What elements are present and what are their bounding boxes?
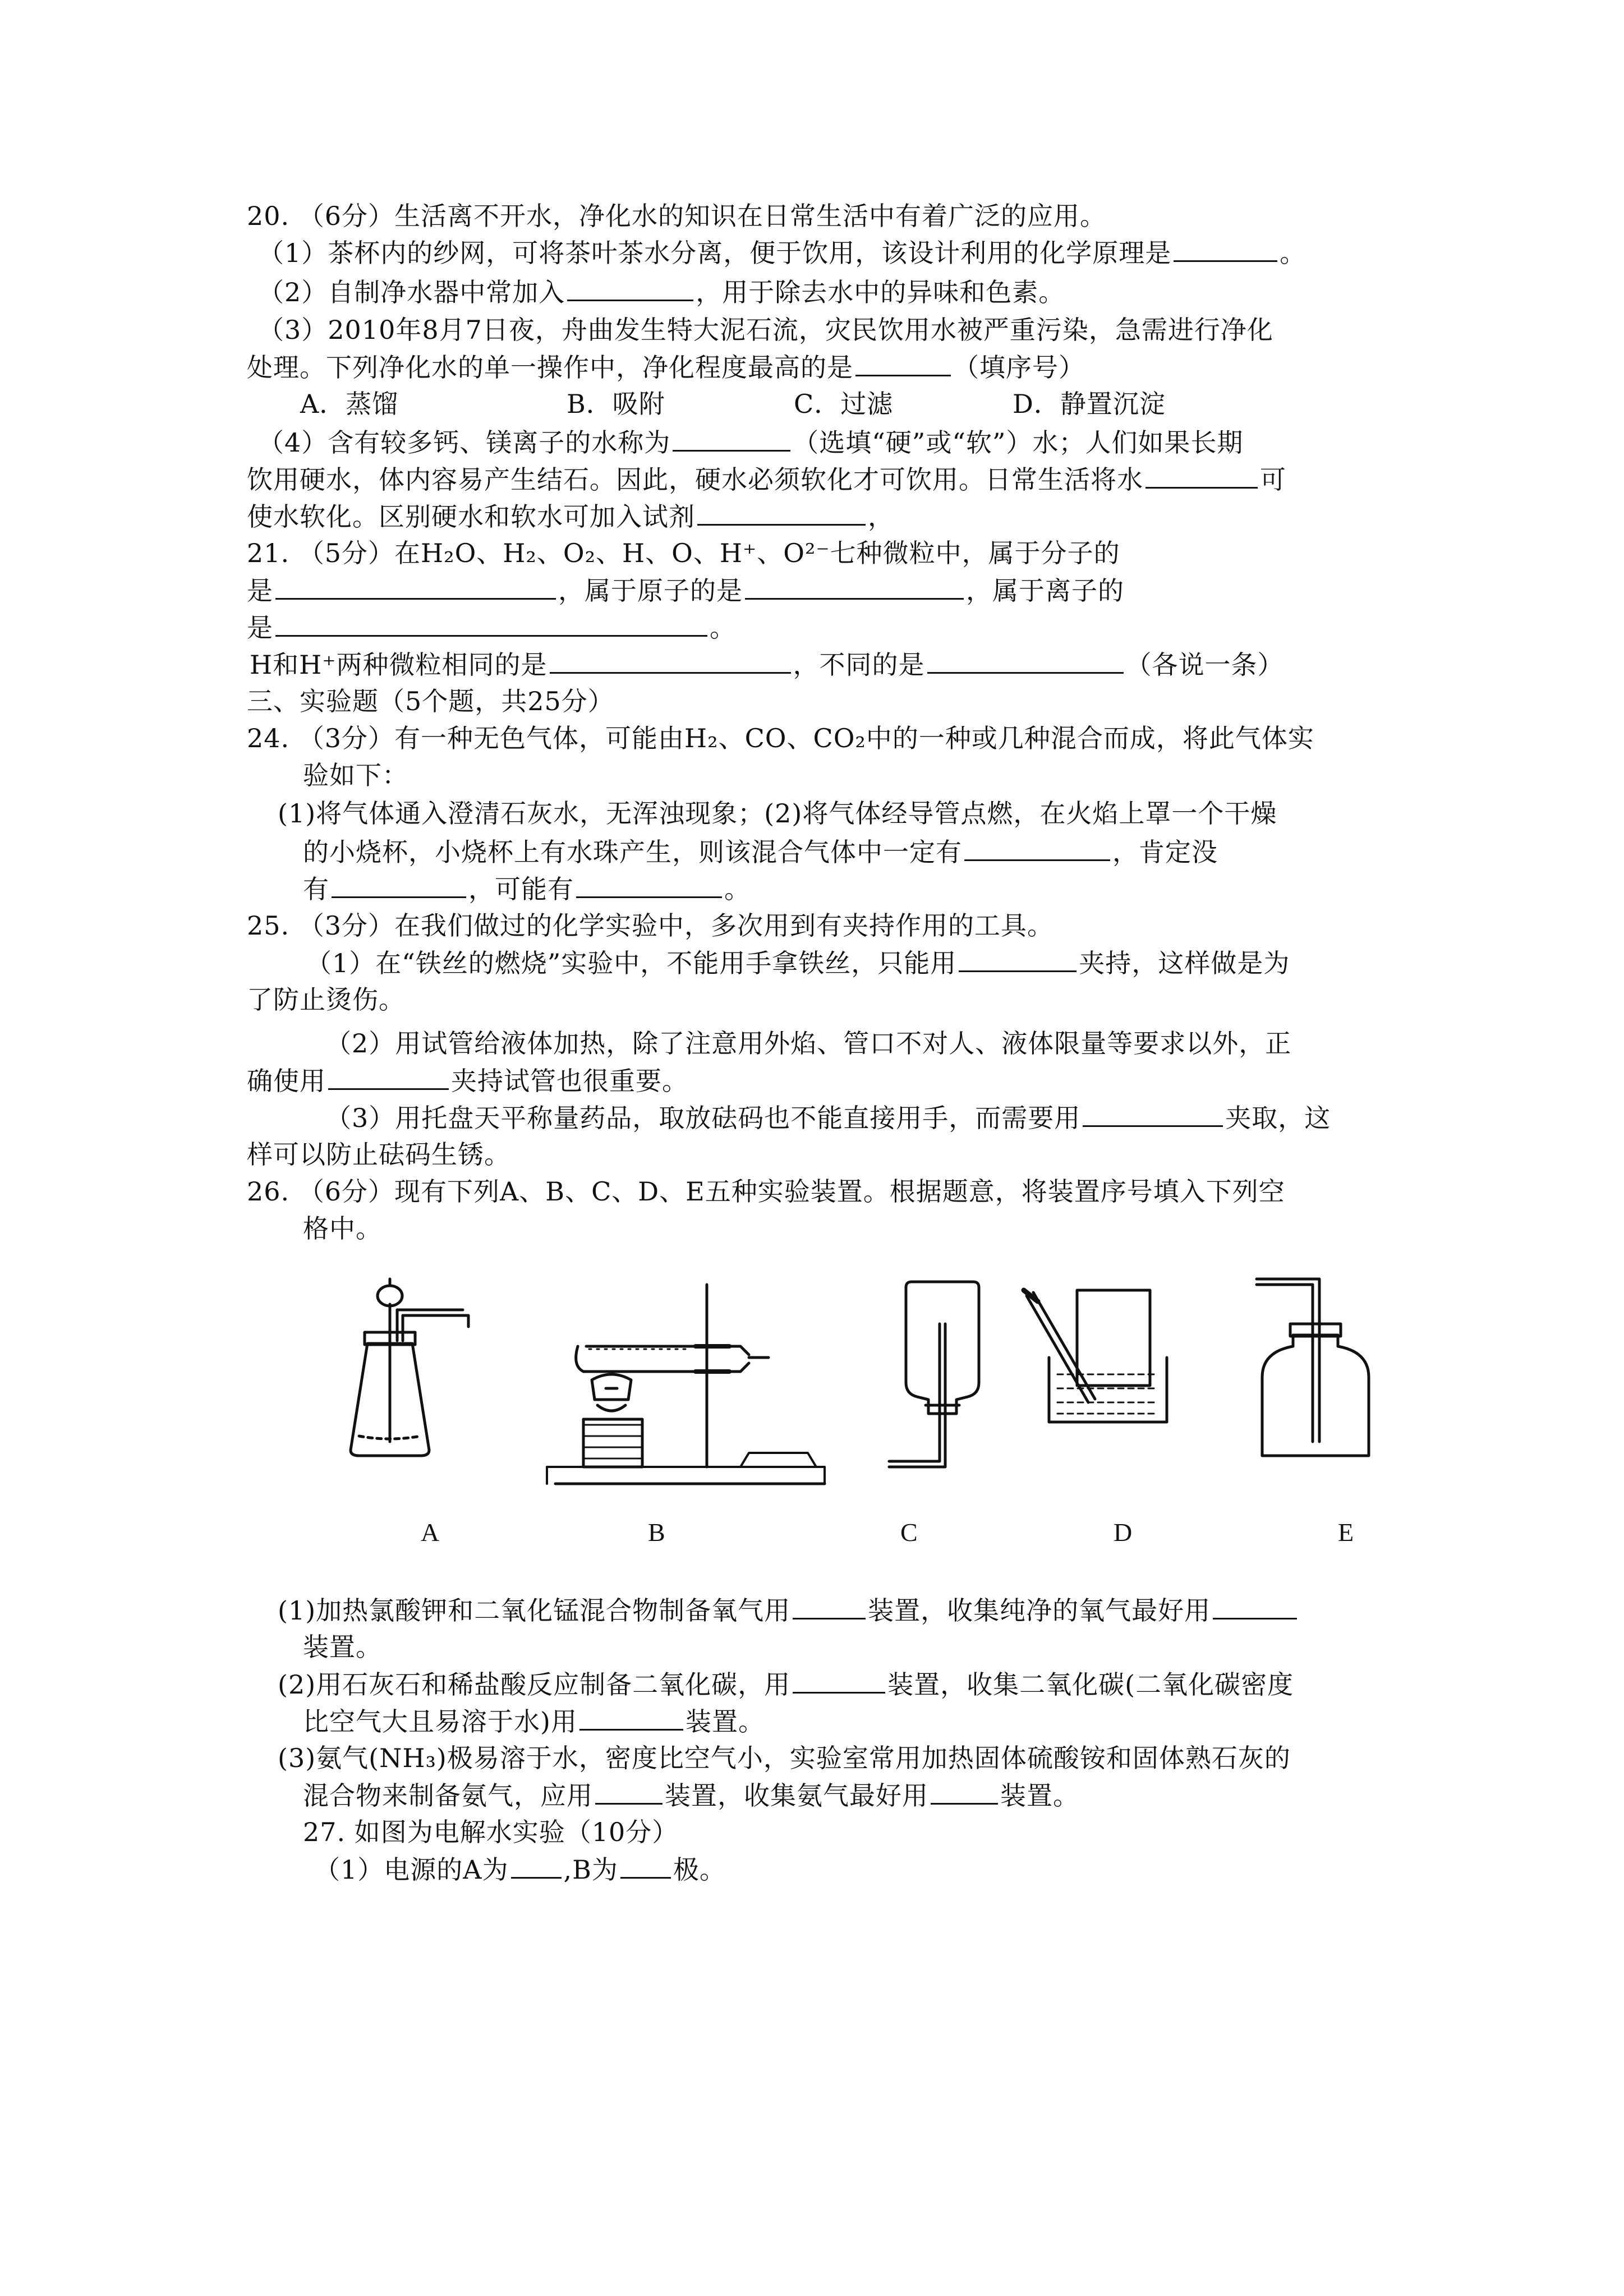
answer-blank[interactable] bbox=[275, 610, 707, 637]
q20-part2: （2）自制净水器中常加入 ，用于除去水中的异味和色素。 bbox=[258, 275, 1065, 309]
figure-label-b: B bbox=[648, 1518, 665, 1547]
q20-option-b: B．吸附 bbox=[567, 389, 665, 419]
q20-part4c: 使水软化。区别硬水和软水可加入试剂 ， bbox=[247, 499, 894, 533]
apparatus-figure bbox=[337, 1273, 1436, 1509]
q20-part1: （1）茶杯内的纱网，可将茶叶茶水分离，便于饮用，该设计利用的化学原理是 。 bbox=[258, 236, 1306, 270]
q20-part4b: 饮用硬水，体内容易产生结石。因此，硬水必须软化才可饮用。日常生活将水 可 bbox=[247, 462, 1286, 496]
answer-blank[interactable] bbox=[931, 1778, 998, 1805]
figure-label-a: A bbox=[421, 1518, 440, 1547]
answer-blank[interactable] bbox=[793, 1593, 866, 1619]
answer-blank[interactable] bbox=[1083, 1101, 1223, 1127]
answer-blank[interactable] bbox=[1145, 462, 1258, 489]
q25-line7: 样可以防止砝码生锈。 bbox=[247, 1139, 510, 1170]
answer-blank[interactable] bbox=[745, 573, 964, 600]
answer-blank[interactable] bbox=[673, 425, 790, 452]
answer-blank[interactable] bbox=[927, 647, 1124, 674]
answer-blank[interactable] bbox=[1213, 1593, 1297, 1619]
answer-blank[interactable] bbox=[964, 835, 1110, 861]
q26-part3b: 混合物来制备氨气，应用 装置，收集氨气最好用 装置。 bbox=[303, 1778, 1079, 1812]
figure-label-e: E bbox=[1338, 1518, 1354, 1547]
answer-blank[interactable] bbox=[1174, 236, 1277, 262]
q24-line1: 24. （3分）有一种无色气体，可能由H₂、CO、CO₂中的一种或几种混合而成，将此气体实 bbox=[247, 723, 1314, 753]
q20-option-d: D．静置沉淀 bbox=[1013, 389, 1166, 419]
q25-line3: 了防止烫伤。 bbox=[247, 984, 405, 1015]
answer-blank[interactable] bbox=[855, 350, 951, 376]
q26-line2: 格中。 bbox=[303, 1213, 382, 1244]
q27-line1: 27. 如图为电解水实验（10分） bbox=[303, 1817, 679, 1847]
q25-line2: （1）在“铁丝的燃烧”实验中，不能用手拿铁丝，只能用 夹持，这样做是为 bbox=[306, 946, 1290, 980]
figure-label-d: D bbox=[1114, 1518, 1133, 1547]
q26-part3: (3)氨气(NH₃)极易溶于水，密度比空气小，实验室常用加热固体硫酸铵和固体熟石灰的 bbox=[278, 1743, 1291, 1773]
answer-blank[interactable] bbox=[275, 573, 556, 600]
q25-line6: （3）用托盘天平称量药品，取放砝码也不能直接用手，而需要用 夹取，这 bbox=[325, 1101, 1331, 1135]
apparatus-c-bottle bbox=[889, 1282, 979, 1467]
answer-blank[interactable] bbox=[328, 1064, 449, 1090]
q25-line5: 确使用 夹持试管也很重要。 bbox=[247, 1064, 688, 1098]
answer-blank[interactable] bbox=[620, 1852, 671, 1879]
q24-line3: (1)将气体通入澄清石灰水，无浑浊现象；(2)将气体经导管点燃，在火焰上罩一个干燥 bbox=[278, 798, 1277, 829]
q21-line2: 是 ，属于原子的是 ，属于离子的 bbox=[247, 573, 1124, 608]
q26-line1: 26. （6分）现有下列A、B、C、D、E五种实验装置。根据题意，将装置序号填入下列空 bbox=[247, 1176, 1285, 1207]
answer-blank[interactable] bbox=[576, 872, 722, 898]
apparatus-d-trough bbox=[1024, 1290, 1167, 1422]
q24-line4: 的小烧杯，小烧杯上有水珠产生，则该混合气体中一定有 ，肯定没 bbox=[303, 835, 1218, 869]
apparatus-e-bottle bbox=[1257, 1279, 1369, 1456]
q26-part1-end: 装置。 bbox=[303, 1632, 382, 1662]
answer-blank[interactable] bbox=[511, 1852, 562, 1879]
q20-option-c: C．过滤 bbox=[794, 389, 894, 419]
q27-line2: （1）电源的A为 ,B为 极。 bbox=[314, 1852, 726, 1887]
q24-line2: 验如下： bbox=[303, 760, 408, 790]
q20-option-a: A．蒸馏 bbox=[300, 389, 399, 419]
q25-line4: （2）用试管给液体加热，除了注意用外焰、管口不对人、液体限量等要求以外，正 bbox=[325, 1028, 1292, 1059]
answer-blank[interactable] bbox=[579, 1704, 683, 1731]
answer-blank[interactable] bbox=[697, 499, 866, 526]
q21-line3: 是 。 bbox=[247, 610, 736, 645]
section-heading: 三、实验题（5个题，共25分） bbox=[247, 686, 614, 716]
figure-label-c: C bbox=[900, 1518, 918, 1547]
apparatus-a-flask bbox=[351, 1279, 468, 1456]
q20-part3b: 处理。下列净化水的单一操作中，净化程度最高的是 （填序号） bbox=[247, 350, 1085, 384]
q20-title: 20. （6分）生活离不开水，净化水的知识在日常生活中有着广泛的应用。 bbox=[247, 201, 1107, 231]
answer-blank[interactable] bbox=[595, 1778, 663, 1805]
q26-part2b: 比空气大且易溶于水)用 装置。 bbox=[303, 1704, 765, 1738]
q26-part2: (2)用石灰石和稀盐酸反应制备二氧化碳，用 装置，收集二氧化碳(二氧化碳密度 bbox=[278, 1667, 1294, 1701]
apparatus-b-heating bbox=[547, 1285, 825, 1484]
q21-line4: H和H⁺两种微粒相同的是 ，不同的是 （各说一条） bbox=[250, 647, 1284, 682]
q25-line1: 25. （3分）在我们做过的化学实验中，多次用到有夹持作用的工具。 bbox=[247, 910, 1054, 941]
q24-line5: 有 ，可能有 。 bbox=[303, 872, 751, 906]
q21-line1: 21. （5分）在H₂O、H₂、O₂、H、O、H⁺、O²⁻七种微粒中，属于分子的 bbox=[247, 538, 1120, 568]
answer-blank[interactable] bbox=[550, 647, 791, 674]
answer-blank[interactable] bbox=[959, 946, 1076, 972]
q20-part4a: （4）含有较多钙、镁离子的水称为 （选填“硬”或“软”）水；人们如果长期 bbox=[258, 425, 1243, 459]
answer-blank[interactable] bbox=[793, 1667, 885, 1694]
answer-blank[interactable] bbox=[567, 275, 693, 301]
answer-blank[interactable] bbox=[332, 872, 466, 898]
q26-part1: (1)加热氯酸钾和二氧化锰混合物制备氧气用 装置，收集纯净的氧气最好用 bbox=[278, 1593, 1299, 1627]
q20-part3a: （3）2010年8月7日夜，舟曲发生特大泥石流，灾民饮用水被严重污染，急需进行净化 bbox=[258, 315, 1273, 345]
